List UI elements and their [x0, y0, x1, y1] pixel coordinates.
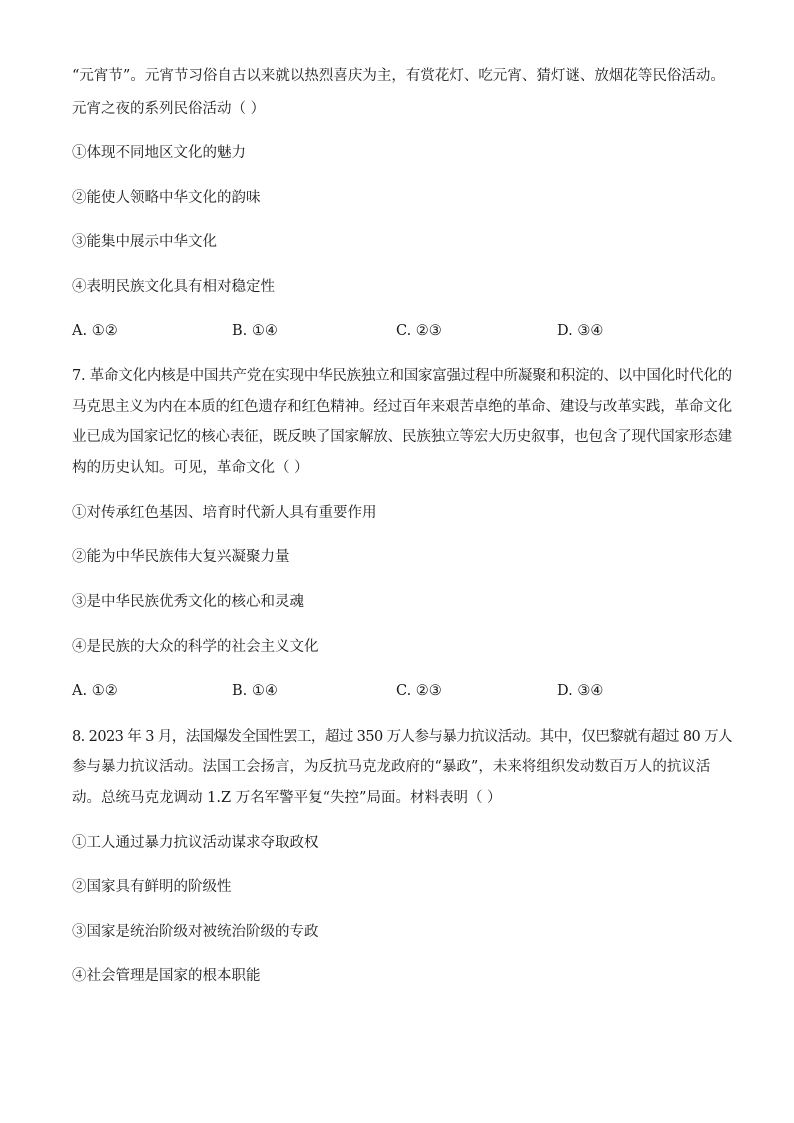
- q6-item-1: ①体现不同地区文化的魅力: [72, 145, 246, 161]
- q7-item-3: ③是中华民族优秀文化的核心和灵魂: [72, 594, 304, 610]
- q6-item-4: ④表明民族文化具有相对稳定性: [72, 279, 275, 295]
- q7-option-c: C. ②③: [396, 683, 442, 699]
- q7-option-d: D. ③④: [557, 683, 604, 699]
- q8-stem-line-2: 参与暴力抗议活动。法国工会扬言，为反抗马克龙政府的“暴政”，未来将组织发动数百万人的抗议活: [72, 759, 711, 775]
- q6-stem-line-1: “元宵节”。元宵节习俗自古以来就以热烈喜庆为主，有赏花灯、吃元宵、猜灯谜、放烟花等民俗活动。: [72, 68, 725, 84]
- q8-item-2: ②国家具有鲜明的阶级性: [72, 879, 232, 895]
- q7-option-b: B. ①④: [232, 683, 278, 699]
- q6-option-b: B. ①④: [232, 323, 278, 339]
- q7-item-4: ④是民族的大众的科学的社会主义文化: [72, 639, 319, 655]
- q6-item-2: ②能使人领略中华文化的韵味: [72, 190, 261, 206]
- q7-item-1: ①对传承红色基因、培育时代新人具有重要作用: [72, 505, 377, 521]
- q7-item-2: ②能为中华民族伟大复兴凝聚力量: [72, 549, 290, 565]
- q8-item-4: ④社会管理是国家的根本职能: [72, 968, 261, 984]
- q6-item-3: ③能集中展示中华文化: [72, 234, 217, 250]
- q8-item-1: ①工人通过暴力抗议活动谋求夺取政权: [72, 835, 319, 851]
- q6-option-a: A. ①②: [72, 323, 118, 339]
- q6-option-d: D. ③④: [557, 323, 604, 339]
- q8-stem-line-3: 动。总统马克龙调动 1.Z 万名军警平复“失控”局面。材料表明（ ）: [72, 790, 502, 806]
- q7-stem-line-3: 业已成为国家记忆的核心表征，既反映了国家解放、民族独立等宏大历史叙事，也包含了现代国家形态建: [72, 429, 732, 445]
- q8-item-3: ③国家是统治阶级对被统治阶级的专政: [72, 924, 319, 940]
- q7-stem-line-4: 构的历史认知。可见，革命文化（ ）: [72, 460, 309, 476]
- q7-stem-line-2: 马克思主义为内在本质的红色遗存和红色精神。经过百年来艰苦卓绝的革命、建设与改革实践，革命文化: [72, 399, 732, 415]
- q7-option-a: A. ①②: [72, 683, 118, 699]
- q6-stem-line-2: 元宵之夜的系列民俗活动（ ）: [72, 101, 266, 117]
- q7-stem-line-1: 7. 革命文化内核是中国共产党在实现中华民族独立和国家富强过程中所凝聚和积淀的、以中国化时代化的: [72, 368, 732, 384]
- q6-option-c: C. ②③: [396, 323, 442, 339]
- q8-stem-line-1: 8. 2023 年 3 月，法国爆发全国性罢工，超过 350 万人参与暴力抗议活动。其中，仅巴黎就有超过 80 万人: [72, 729, 732, 745]
